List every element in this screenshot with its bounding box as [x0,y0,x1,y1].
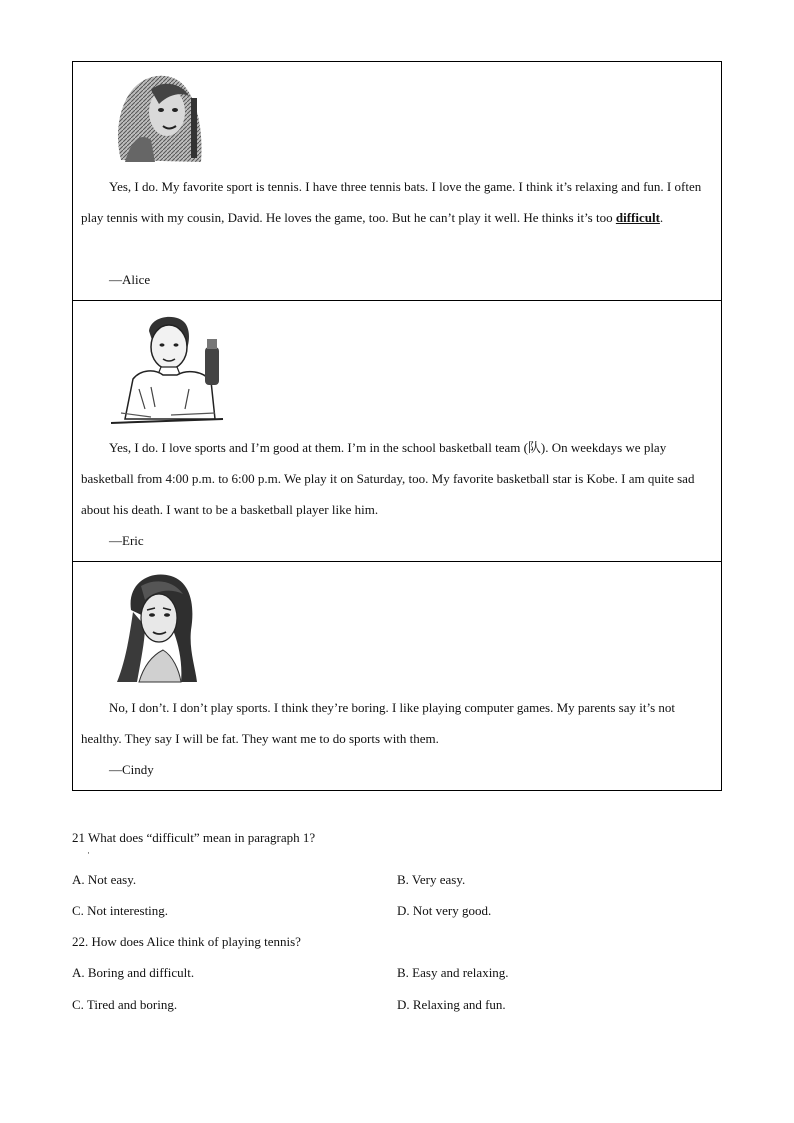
alice-cell [73,62,721,301]
question-21-option-b[interactable]: B. Very easy. [397,872,466,887]
cindy-paragraph: No, I don’t. I don’t play sports. I think they’re boring. I like playing computer games. My parents say it’s not healthy. They say I will be fat. They want me to do sports with them. [81,700,676,746]
question-22-option-b[interactable]: B. Easy and relaxing. [397,965,509,980]
question-22-stem: 22. How does Alice think of playing tennis? [72,934,301,949]
cindy-photo [111,570,207,686]
cindy-signature: —Cindy [109,762,154,777]
question-21-option-a[interactable]: A. Not easy. [72,872,137,887]
stray-dot: · [87,848,90,858]
eric-photo [111,309,229,429]
question-22-option-d[interactable]: D. Relaxing and fun. [397,997,506,1012]
question-22-option-c[interactable]: C. Tired and boring. [72,997,178,1012]
eric-signature: —Eric [109,533,144,548]
eric-cell [73,301,721,562]
question-21-option-c[interactable]: C. Not interesting. [72,903,169,918]
alice-paragraph: Yes, I do. My favorite sport is tennis. I have three tennis bats. I love the game. I think it’s relaxing and fun. I often play tennis with my cousin, David. He loves the game, too. But he can’t play it well. He thinks it’s too difficult. [81,179,702,225]
alice-signature: —Alice [109,272,151,287]
cindy-cell [73,562,721,790]
alice-photo [111,70,205,164]
question-22-option-a[interactable]: A. Boring and difficult. [72,965,195,980]
question-21-stem: 21 What does “difficult” mean in paragraph 1? [72,830,316,845]
difficult-highlight: difficult [615,210,660,225]
eric-paragraph: Yes, I do. I love sports and I’m good at them. I’m in the school basketball team (队). On weekdays we play basketball from 4:00 p.m. to 6:00 p.m. We play it on Saturday, too. My favorite basketball star is Kobe. I am quite sad about his death. I want to be a basketball player like him. [81,440,695,517]
passage-table [72,61,722,791]
question-21-option-d[interactable]: D. Not very good. [397,903,492,918]
